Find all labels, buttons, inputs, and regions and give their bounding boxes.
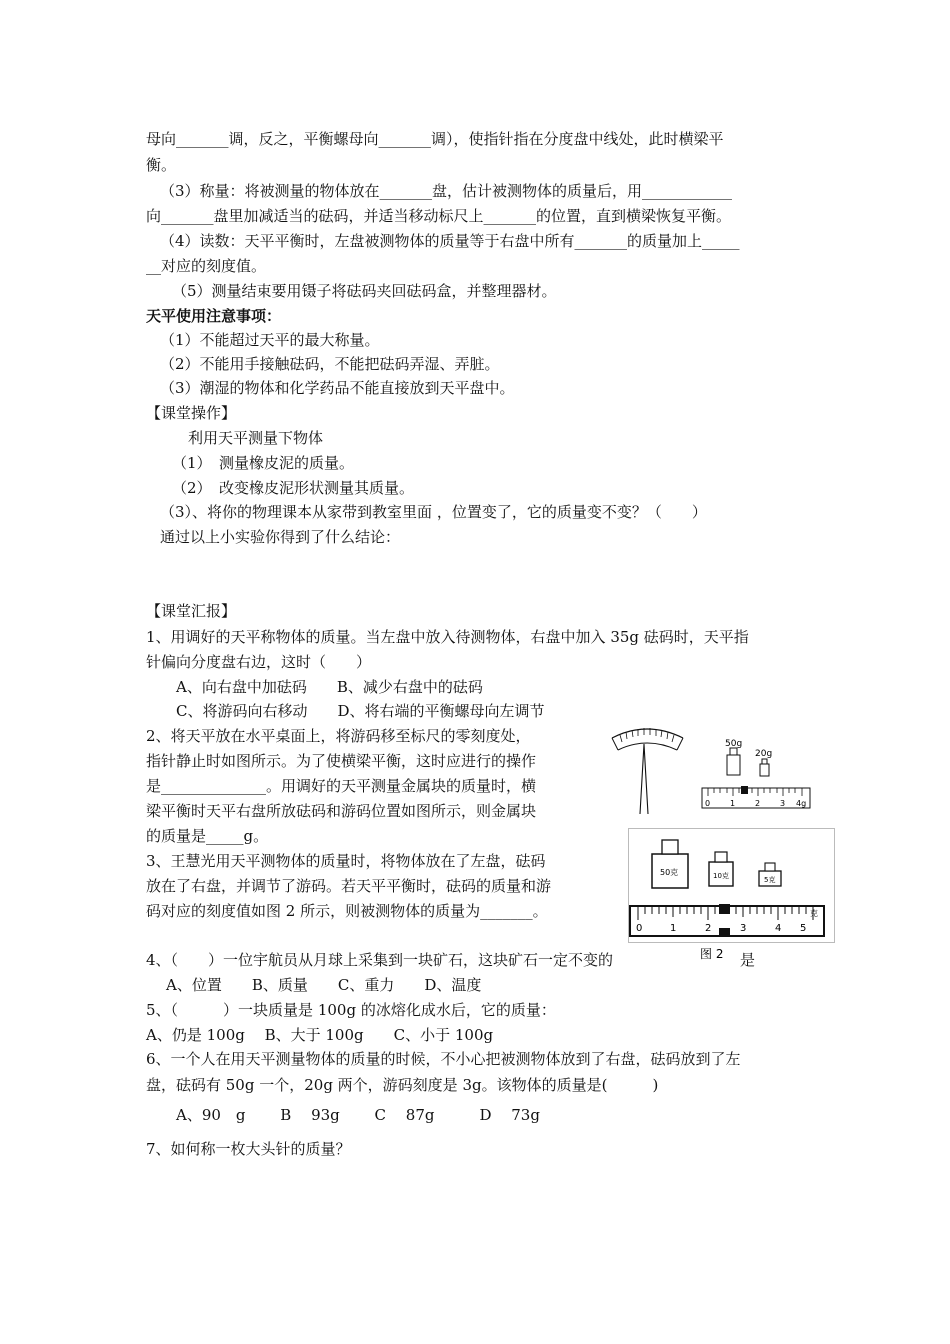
ruler-tick-label: 1 [670, 923, 677, 934]
text-line: 指针静止时如图所示。为了使横梁平衡，这时应进行的操作 [146, 752, 537, 770]
text-line: __对应的刻度值。 [146, 257, 267, 275]
figure-caption: 图 2 [700, 947, 724, 961]
weight-label: 50g [725, 739, 743, 749]
ruler-tick-label: 1 [730, 799, 736, 808]
text-line: （3）潮湿的物体和化学药品不能直接放到天平盘中。 [160, 379, 515, 397]
weight-label: 20g [755, 749, 773, 759]
section-heading: 【课堂操作】 [146, 404, 237, 422]
text-line: 7、如何称一枚大头针的质量？ [146, 1140, 351, 1158]
ruler-tick-label: 3 [740, 923, 747, 934]
text-line: 通过以上小实验你得到了什么结论： [160, 528, 401, 546]
text-line: 2、将天平放在水平桌面上，将游码移至标尺的零刻度处， [146, 727, 531, 745]
ruler-tick-label: 5 [800, 923, 807, 934]
weight-label: 5克 [764, 876, 776, 884]
text-line: （1） 测量橡皮泥的质量。 [172, 454, 355, 472]
ruler-tick-label: 4g [796, 799, 807, 808]
text-line: 6、一个人在用天平测量物体的质量的时候，不小心把被测物体放到了右盘，砝码放到了左 [146, 1050, 741, 1068]
text-line: 盘，砝码有 50g 一个，20g 两个，游码刻度是 3g。该物体的质量是( ) [146, 1076, 659, 1094]
text-line: 是______________。用调好的天平测量金属块的质量时，横 [146, 777, 537, 795]
ruler-tick-label: 3 [780, 799, 786, 808]
weight-label: 10克 [713, 872, 729, 880]
ruler-tick-label: 2 [755, 799, 761, 808]
text-line: 梁平衡时天平右盘所放砝码和游码位置如图所示，则金属块 [146, 802, 537, 820]
text-line: C、将游码向右移动 D、将右端的平衡螺母向左调节 [176, 702, 545, 720]
text-line: （1）不能超过天平的最大称量。 [160, 331, 380, 349]
text-line: （3）、将你的物理课本从家带到教室里面 ，位置变了，它的质量变不变？（ ） [160, 503, 707, 521]
text-line: （2）不能用手接触砝码，不能把砝码弄湿、弄脏。 [160, 355, 500, 373]
weights-and-ruler-figure [628, 828, 838, 963]
text-line: 放在了右盘，并调节了游码。若天平平衡时，砝码的质量和游 [146, 877, 552, 895]
text-line: 利用天平测量下物体 [188, 429, 324, 447]
text-line: 1、用调好的天平称物体的质量。当左盘中放入待测物体，右盘中加入 35g 砝码时，天平指 [146, 628, 749, 646]
text-line: 5、（ ）一块质量是 100g 的冰熔化成水后，它的质量： [146, 1001, 556, 1019]
section-heading: 天平使用注意事项： [146, 307, 282, 325]
weight-label: 50克 [660, 868, 679, 877]
text-line: 码对应的刻度值如图 2 所示，则被测物体的质量为_______。 [146, 902, 548, 920]
section-heading: 【课堂汇报】 [146, 602, 237, 620]
ruler-tick-label: 4 [775, 923, 782, 934]
ruler-tick-label: 0 [705, 799, 711, 808]
ruler-tick-label: 0 [636, 923, 643, 934]
text-line: 针偏向分度盘右边，这时（ ） [146, 653, 372, 671]
text-line: 的质量是_____g。 [146, 827, 269, 845]
text-line: （5）测量结束要用镊子将砝码夹回砝码盒，并整理器材。 [172, 282, 557, 300]
ruler-tick-label: 2 [705, 923, 712, 934]
text-line: A、向右盘中加砝码 B、减少右盘中的砝码 [176, 678, 483, 696]
ruler-unit: 克 [810, 909, 818, 918]
balance-dial-figure [600, 722, 820, 822]
text-line: 4、（ ）一位宇航员从月球上采集到一块矿石，这块矿石一定不变的 [146, 951, 614, 969]
text-line: 向_______盘里加减适当的砝码，并适当移动标尺上_______的位置，直到横梁恢复平衡。 [146, 207, 732, 225]
text-line: 是 [740, 951, 756, 969]
text-line: （3）称量：将被测量的物体放在_______盘，估计被测物体的质量后，用____________ [160, 182, 733, 200]
text-line: 衡。 [146, 156, 177, 174]
text-line: A、90 g B 93g C 87g D 73g [176, 1106, 540, 1124]
text-line: A、位置 B、质量 C、重力 D、温度 [166, 976, 482, 994]
text-line: A、仍是 100g B、大于 100g C、小于 100g [146, 1026, 494, 1044]
text-line: 母向_______调，反之，平衡螺母向_______调），使指针指在分度盘中线处，此时横梁平 [146, 130, 724, 148]
text-line: （2） 改变橡皮泥形状测量其质量。 [172, 479, 415, 497]
text-line: （4）读数：天平平衡时，左盘被测物体的质量等于右盘中所有_______的质量加上_____ [160, 232, 740, 250]
text-line: 3、王慧光用天平测物体的质量时，将物体放在了左盘，砝码 [146, 852, 546, 870]
